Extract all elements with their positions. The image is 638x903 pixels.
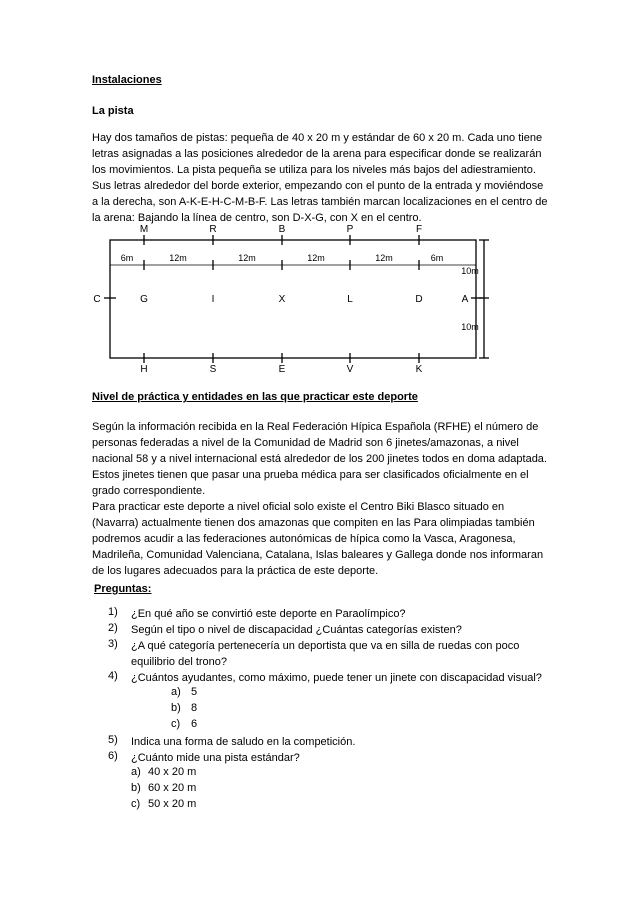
questions-title: Preguntas: <box>94 583 152 595</box>
option-text: 40 x 20 m <box>148 766 197 778</box>
segment-label: 12m <box>375 253 393 263</box>
height-label: 10m <box>461 322 479 332</box>
paragraph-federacion: Según la información recibida en la Real Federación Hípica Española (RFHE) el número de personas federadas a nivel de la Comunidad de Madrid son 6 jinetes/amazonas, a nivel nacional 58 y a nivel internacional está alrededor de los 200 jinetes todos en doma adaptada. Estos jinetes tienen que pasar una prueba médica para ser clasificados oficialmente en el grado correspondiente. <box>92 421 547 497</box>
arena-diagram <box>80 218 510 380</box>
option-label: b) <box>171 702 181 714</box>
bottom-letter: V <box>346 364 354 375</box>
segment-label: 12m <box>307 253 325 263</box>
question-text: ¿En qué año se convirtió este deporte en Paraolímpico? <box>131 608 406 620</box>
option-label: c) <box>171 718 181 730</box>
bottom-letter: K <box>415 364 423 375</box>
paragraph-centros: Para practicar este deporte a nivel oficial solo existe el Centro Biki Blasco situado en (Navarra) actualmente tienen dos amazonas que compiten en las Para olimpiadas también podremos acudir a las federaciones autonómicas de hípica como la Vasca, Aragonesa, Madrileña, Comunidad Valenciana, Catalana, Islas baleares y Gallega donde nos informaran de los lugares adecuados para la práctica de este deporte. <box>92 501 544 577</box>
option-label: a) <box>171 686 181 698</box>
option-text: 50 x 20 m <box>148 798 197 810</box>
left-letter: C <box>93 294 101 305</box>
center-letter: I <box>211 294 215 305</box>
top-letter: M <box>139 224 149 235</box>
segment-label: 12m <box>169 253 187 263</box>
top-letter: B <box>278 224 286 235</box>
question-number: 4) <box>108 670 118 682</box>
bottom-letter: H <box>140 364 148 375</box>
option-label: a) <box>131 766 141 778</box>
top-letter: P <box>346 224 354 235</box>
option-label: b) <box>131 782 141 794</box>
section-title-nivel: Nivel de práctica y entidades en las que practicar este deporte <box>92 391 418 403</box>
section-title-instalaciones: Instalaciones <box>92 74 162 86</box>
center-letter: L <box>347 294 353 305</box>
top-letter: F <box>415 224 423 235</box>
intro-paragraph: Hay dos tamaños de pistas: pequeña de 40 x 20 m y estándar de 60 x 20 m. Cada uno tiene letras asignadas a las posiciones alrededor de la arena para especificar donde se realizarán los movimientos. La pista pequeña se utiliza para los niveles más bajos del adiestramiento. Sus letras alrededor del borde exterior, empezando con el punto de la entrada y moviéndose a la derecha, son A-K-E-H-C-M-B-F. Las letras también marcan localizaciones en el centro de la arena: Bajando la línea de centro, son D-X-G, con X en el centro. <box>92 132 548 224</box>
option-text: 8 <box>191 702 198 714</box>
subtitle-la-pista: La pista <box>92 105 134 117</box>
option-label: c) <box>131 798 141 810</box>
center-letter: X <box>278 294 286 305</box>
question-number: 3) <box>108 638 118 650</box>
question-number: 2) <box>108 622 118 634</box>
question-text: Indica una forma de saludo en la competición. <box>131 736 356 748</box>
option-text: 5 <box>191 686 198 698</box>
question-number: 6) <box>108 750 118 762</box>
bottom-letter: S <box>209 364 217 375</box>
center-letter: G <box>140 294 148 305</box>
segment-label: 6m <box>120 253 134 263</box>
question-number: 1) <box>108 606 118 618</box>
option-text: 60 x 20 m <box>148 782 197 794</box>
height-label: 10m <box>461 266 479 276</box>
top-letter: R <box>209 224 217 235</box>
segment-label: 12m <box>238 253 256 263</box>
right-letter: A <box>461 294 469 305</box>
question-text: ¿A qué categoría pertenecería un deportista que va en silla de ruedas con poco equilibrio del trono? <box>131 640 520 668</box>
question-text: ¿Cuántos ayudantes, como máximo, puede tener un jinete con discapacidad visual? <box>131 672 542 684</box>
question-text: ¿Cuánto mide una pista estándar? <box>131 752 300 764</box>
question-number: 5) <box>108 734 118 746</box>
center-letter: D <box>415 294 423 305</box>
segment-label: 6m <box>430 253 444 263</box>
option-text: 6 <box>191 718 198 730</box>
question-text: Según el tipo o nivel de discapacidad ¿Cuántas categorías existen? <box>131 624 462 636</box>
bottom-letter: E <box>278 364 286 375</box>
